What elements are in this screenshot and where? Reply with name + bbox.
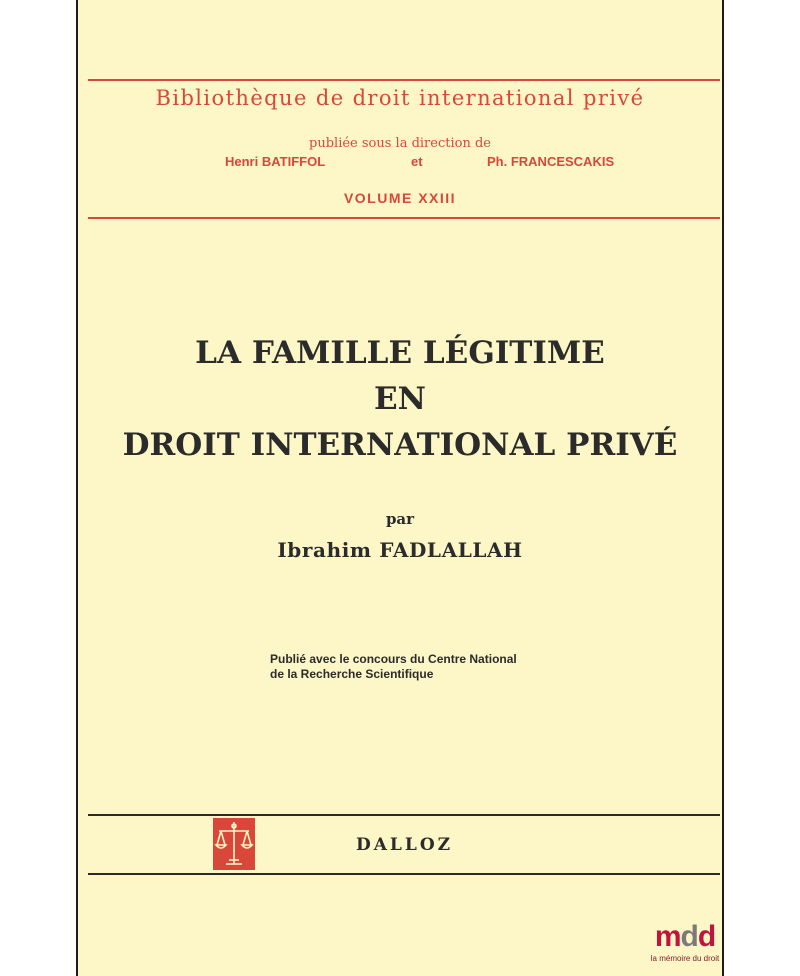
series-bottom-rule	[88, 217, 720, 219]
watermark	[645, 920, 725, 970]
book-title-line-2: EN	[374, 381, 426, 417]
book-title-line-3: DROIT INTERNATIONAL PRIVÉ	[122, 427, 678, 463]
series-title: Bibliothèque de droit international privé	[155, 86, 645, 110]
editor-conjunction: et	[411, 154, 423, 169]
series-editors	[0, 154, 800, 172]
series-direction: publiée sous la direction de	[309, 136, 491, 151]
editor-2: Ph. FRANCESCAKIS	[487, 154, 615, 169]
series-volume: VOLUME XXIII	[343, 190, 457, 206]
watermark-tagline: la mémoire du droit	[650, 954, 720, 963]
book-title	[76, 330, 724, 468]
publisher-bottom-rule	[88, 873, 720, 875]
scales-of-justice-drawing	[213, 818, 255, 870]
book-title-line-1: LA FAMILLE LÉGITIME	[195, 335, 605, 371]
support-notice	[270, 652, 517, 682]
publisher-top-rule	[88, 814, 720, 816]
support-line-2: de la Recherche Scientifique	[270, 667, 434, 681]
publisher-name: DALLOZ	[356, 835, 454, 855]
scales-of-justice-icon	[213, 818, 255, 870]
series-top-rule	[88, 79, 720, 81]
support-line-1: Publié avec le concours du Centre National	[270, 652, 517, 666]
author-by: par	[385, 510, 415, 528]
author-name: Ibrahim FADLALLAH	[277, 538, 523, 562]
watermark-logo: mdd	[654, 920, 716, 953]
editor-1: Henri BATIFFOL	[225, 154, 326, 169]
